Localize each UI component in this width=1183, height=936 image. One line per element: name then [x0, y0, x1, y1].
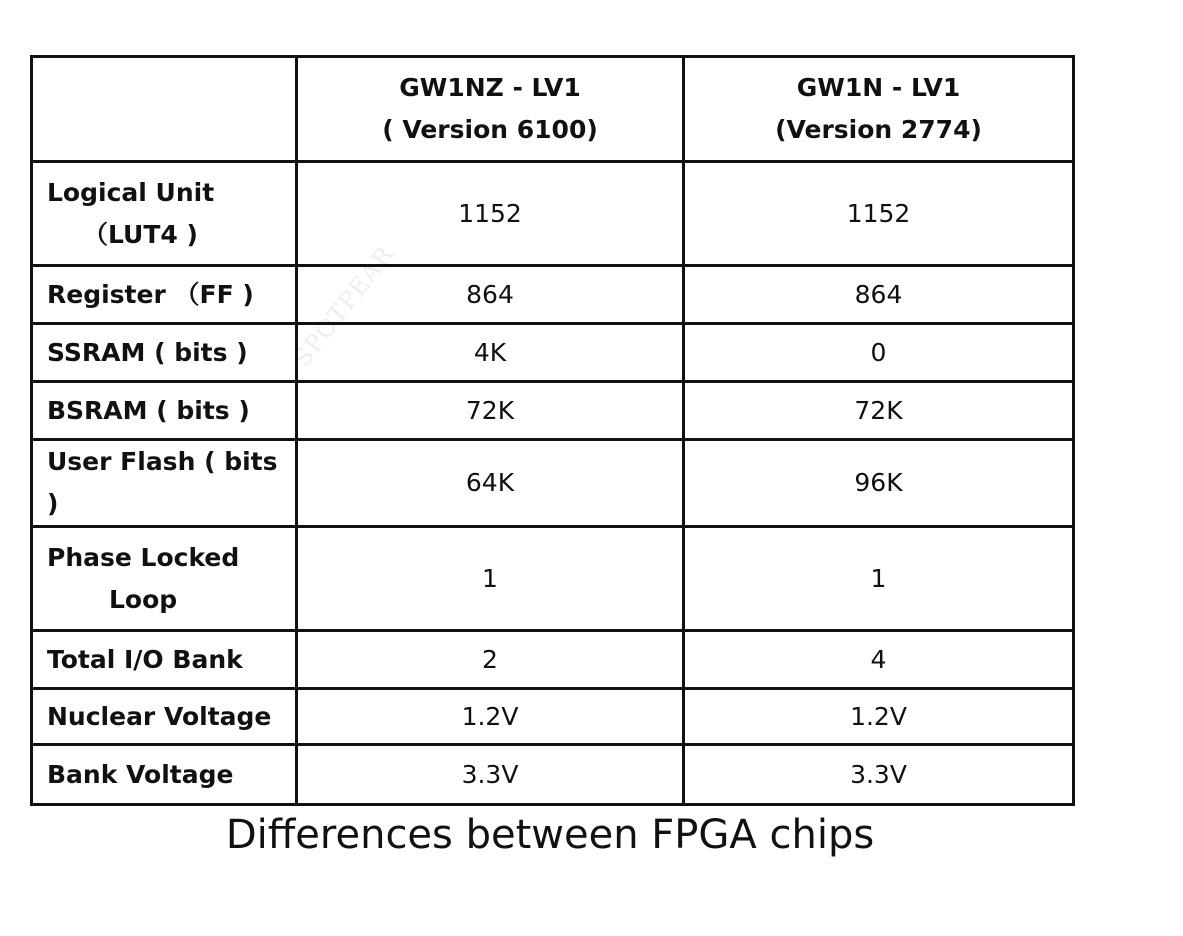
cell-gw1n-ssram: 0: [684, 324, 1074, 382]
row-label-register: Register （FF ): [32, 266, 297, 324]
row-label-bsram: BSRAM ( bits ): [32, 382, 297, 440]
row-label-bank-voltage: Bank Voltage: [32, 745, 297, 805]
header-gw1nz-version: ( Version 6100): [382, 115, 598, 144]
table-row-nuclear-voltage: [32, 689, 1074, 745]
table-row-logical-unit: [32, 162, 1074, 266]
header-gw1n-lv1: [684, 57, 1074, 162]
table-row-total-io-bank: [32, 631, 1074, 689]
table-row-user-flash: [32, 440, 1074, 527]
cell-gw1n-nuclear-voltage: 1.2V: [684, 689, 1074, 745]
cell-gw1nz-bank-voltage: 3.3V: [297, 745, 684, 805]
cell-gw1n-bsram: 72K: [684, 382, 1074, 440]
table-row-ssram: [32, 324, 1074, 382]
cell-gw1nz-register: 864: [297, 266, 684, 324]
cell-gw1n-register: 864: [684, 266, 1074, 324]
header-gw1n-version: (Version 2774): [775, 115, 982, 144]
header-gw1nz-lv1: [297, 57, 684, 162]
cell-gw1nz-pll: 1: [297, 527, 684, 631]
row-label-pll: [32, 527, 297, 631]
cell-gw1nz-nuclear-voltage: 1.2V: [297, 689, 684, 745]
row-label-logical-unit-line2: （LUT4 ): [83, 219, 198, 249]
fpga-comparison-table: [30, 55, 1075, 806]
cell-gw1nz-user-flash: 64K: [297, 440, 684, 527]
row-label-pll-line1: Phase Locked: [47, 542, 240, 572]
cell-gw1n-user-flash: 96K: [684, 440, 1074, 527]
header-gw1n-name: GW1N - LV1: [796, 73, 961, 102]
row-label-total-io-bank: Total I/O Bank: [32, 631, 297, 689]
row-label-user-flash: User Flash ( bits ): [32, 440, 297, 527]
cell-gw1nz-logical-unit: 1152: [297, 162, 684, 266]
table-header-row: [32, 57, 1074, 162]
table-row-register: [32, 266, 1074, 324]
table-row-bank-voltage: [32, 745, 1074, 805]
row-label-logical-unit: [32, 162, 297, 266]
row-label-ssram: SSRAM ( bits ): [32, 324, 297, 382]
watermark: SPOTPEAR: [288, 240, 400, 373]
row-label-pll-line2: Loop: [109, 584, 178, 614]
row-label-logical-unit-line1: Logical Unit: [47, 177, 215, 207]
figure-caption: Differences between FPGA chips: [225, 812, 875, 858]
cell-gw1nz-ssram: 4K: [297, 324, 684, 382]
row-label-nuclear-voltage: Nuclear Voltage: [32, 689, 297, 745]
cell-gw1n-bank-voltage: 3.3V: [684, 745, 1074, 805]
cell-gw1nz-total-io-bank: 2: [297, 631, 684, 689]
cell-gw1n-logical-unit: 1152: [684, 162, 1074, 266]
cell-gw1n-pll: 1: [684, 527, 1074, 631]
table-row-bsram: [32, 382, 1074, 440]
header-gw1nz-name: GW1NZ - LV1: [399, 73, 581, 102]
cell-gw1n-total-io-bank: 4: [684, 631, 1074, 689]
table-row-pll: [32, 527, 1074, 631]
header-empty-cell: [32, 57, 297, 162]
cell-gw1nz-bsram: 72K: [297, 382, 684, 440]
